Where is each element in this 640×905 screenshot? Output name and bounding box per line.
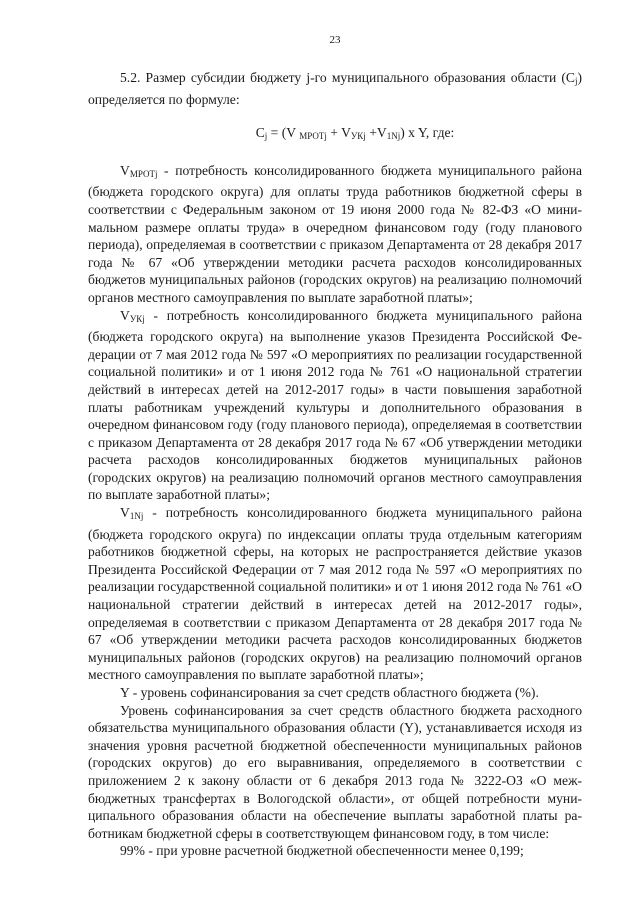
formula-term1-sub: МРОТj xyxy=(299,131,327,142)
definition-var: V xyxy=(120,162,130,178)
formula-term3-sub: 1Nj xyxy=(386,131,401,142)
formula-plus1: + V xyxy=(326,125,351,141)
formula xyxy=(88,124,582,146)
definition-text: - потребность консолидированного бюджета муниципального района (бюджета городского округа) для оплаты труда работников бюджетной сферы в соответствии с Федеральным законом от 19 июня 2000 года № 82-ФЗ «О минимальном размере оплаты труда» в очередном финансовом году (году планового периода), определяемая в соответствии с приказом Департамента от 28 декабря 2017 года № 67 «Об утверждении методики расчета расходов консолидированных бюджетов муниципальных районов (городских округов) на реализацию полномочий органов местного самоуправления по выплате заработной платы»; xyxy=(88,162,582,305)
intro-text-after: ) определяется по формуле: xyxy=(88,70,582,107)
formula-term2-sub: УКj xyxy=(350,131,366,142)
definition-v-mrot xyxy=(88,162,582,307)
definition-var: V xyxy=(120,505,130,521)
last-line: 99% - при уровне расчетной бюджетной обеспеченности менее 0,199; xyxy=(120,843,524,859)
definition-sub: МРОТj xyxy=(129,168,158,179)
definition-y: Y - уровень софинансирования за счет средств областного бюджета (%). xyxy=(120,685,539,700)
definition-sub: 1Nj xyxy=(129,511,144,522)
formula-lhs: C xyxy=(255,125,265,141)
formula-lhs-sub: j xyxy=(264,131,268,142)
definition-text: - потребность консолидированного бюджета муниципального района (бюджета городского округа) на выполнение указов Президента Российской Федерации от 7 мая 2012 года № 597 «О мероприятиях по реализации государственной социальной политики» и от 1 июня 2012 года № 761 «О национальной стратегии действий в интересах детей на 2012-2017 годы» в части повышения заработной платы работникам учреждений культуры и дополнительного образования в очередном финансовом году (году планового периода), определяемая в соответствии с приказом Департамента от 28 декабря 2017 года № 67 «Об утверждении методики расчета расходов консолидированных бюджетов муниципальных районов (городских округов) на реализацию полномочий органов местного самоуправления по выплате заработной платы»; xyxy=(88,307,582,503)
definition-v-in xyxy=(88,504,582,684)
definition-var: V xyxy=(120,307,130,323)
intro-subscript: j xyxy=(574,76,578,86)
definition-sub: УКj xyxy=(129,313,145,324)
page-number: 23 xyxy=(329,34,341,46)
formula-tail: ) x Y, где: xyxy=(400,125,455,141)
formula-plus2: +V xyxy=(365,125,387,141)
intro-text-before: 5.2. Размер субсидии бюджету j-го муниципального образования области (C xyxy=(120,70,575,85)
formula-eq: = (V xyxy=(267,125,300,141)
level-paragraph: Уровень софинансирования за счет средств областного бюджета расходного обязательства муниципального образования области (Y), устанавливается исходя из значения уровня расчетной бюджетной обеспеченности муниципальных районов (городских округов) до его выравнивания, определяемого в соответствии с приложением 2 к закону области от 6 декабря 2013 года № 3222-ОЗ «О межбюджетных трансфертах в Вологодской области», от общей потребности муниципального образования области на обеспечение выплаты заработной платы работникам бюджетной сферы в соответствующем финансовом году, в том числе: xyxy=(88,702,582,841)
intro-paragraph xyxy=(88,69,582,108)
definition-v-uk xyxy=(88,307,582,505)
definition-text: - потребность консолидированного бюджета муниципального района (бюджета городского округа) по индексации оплаты труда отдельным категориям работников бюджетной сферы, на которых не распространяется действие указов Президента Российской Федерации от 7 мая 2012 года № 597 «О мероприятиях по реализации государственной социальной политики» и от 1 июня 2012 года № 761 «О национальной стратегии действий в интересах детей на 2012-2017 годы», определяемая в соответствии с приказом Департамента от 28 декабря 2017 года № 67 «Об утверждении методики расчета расходов консолидированных бюджетов муниципальных районов (городских округов) на реализацию полномочий органов местного самоуправления по выплате заработной платы»; xyxy=(88,505,582,683)
